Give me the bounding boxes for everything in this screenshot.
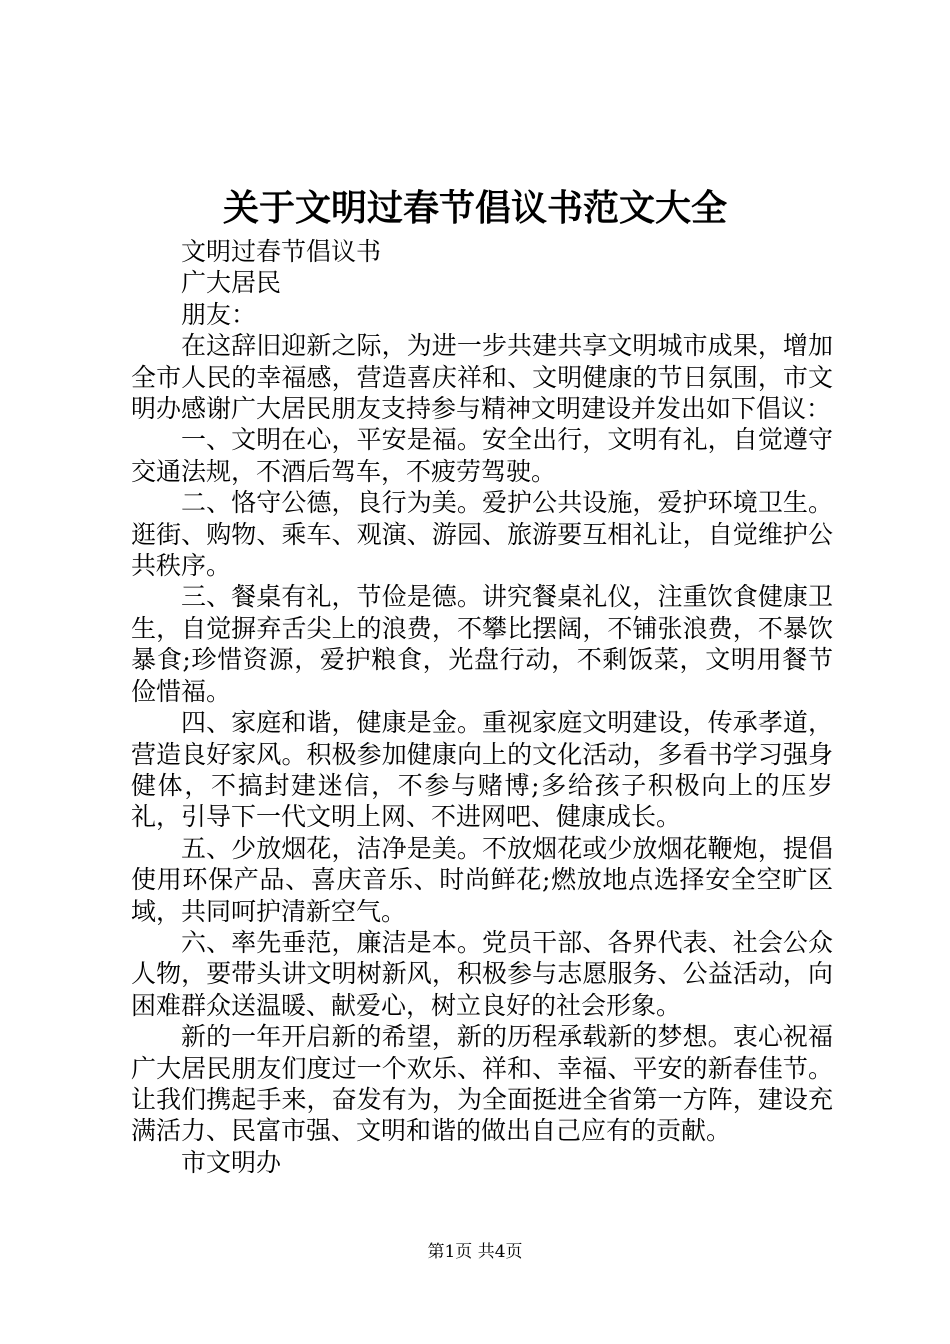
document-title: 关于文明过春节倡议书范文大全	[222, 187, 727, 229]
paragraph-item-1: 一、文明在心，平安是福。安全出行，文明有礼，自觉遵守交通法规，不酒后驾车，不疲劳驾驶。	[131, 425, 833, 486]
paragraph-addressee: 广大居民	[181, 268, 282, 298]
paragraph-item-3: 三、餐桌有礼，节俭是德。讲究餐桌礼仪，注重饮食健康卫生，自觉摒弃舌尖上的浪费，不攀比摆阔，不铺张浪费，不暴饮暴食;珍惜资源，爱护粮食，光盘行动，不剩饭菜，文明用餐节俭惜福。	[131, 582, 833, 706]
paragraph-item-4: 四、家庭和谐，健康是金。重视家庭文明建设，传承孝道，营造良好家风。积极参加健康向上的文化活动，多看书学习强身健体，不搞封建迷信，不参与赌博;多给孩子积极向上的压岁礼，引导下一代文明上网、不进网吧、健康成长。	[131, 708, 833, 832]
paragraph-item-2: 二、恪守公德，良行为美。爱护公共设施，爱护环境卫生。逛街、购物、乘车、观演、游园、旅游要互相礼让，自觉维护公共秩序。	[131, 488, 833, 581]
paragraph-closing: 新的一年开启新的希望，新的历程承载新的梦想。衷心祝福广大居民朋友们度过一个欢乐、祥和、幸福、平安的新春佳节。让我们携起手来，奋发有为，为全面挺进全省第一方阵，建设充满活力、民富市强、文明和谐的做出自己应有的贡献。	[131, 1022, 833, 1146]
paragraph-item-5: 五、少放烟花，洁净是美。不放烟花或少放烟花鞭炮，提倡使用环保产品、喜庆音乐、时尚鲜花;燃放地点选择安全空旷区域，共同呵护清新空气。	[131, 833, 833, 926]
paragraph-addressee-cont: 朋友：	[181, 299, 257, 329]
paragraph-heading: 文明过春节倡议书	[181, 237, 382, 266]
document-body	[131, 236, 833, 1178]
paragraph-item-6: 六、率先垂范，廉洁是本。党员干部、各界代表、社会公众人物，要带头讲文明树新风，积极参与志愿服务、公益活动，向困难群众送温暖、献爱心，树立良好的社会形象。	[131, 927, 833, 1020]
paragraph-signature: 市文明办	[181, 1147, 282, 1177]
page-indicator: 第1页 共4页	[427, 1242, 523, 1262]
paragraph-intro: 在这辞旧迎新之际，为进一步共建共享文明城市成果，增加全市人民的幸福感，营造喜庆祥和、文明健康的节日氛围，市文明办感谢广大居民朋友支持参与精神文明建设并发出如下倡议：	[131, 331, 833, 424]
